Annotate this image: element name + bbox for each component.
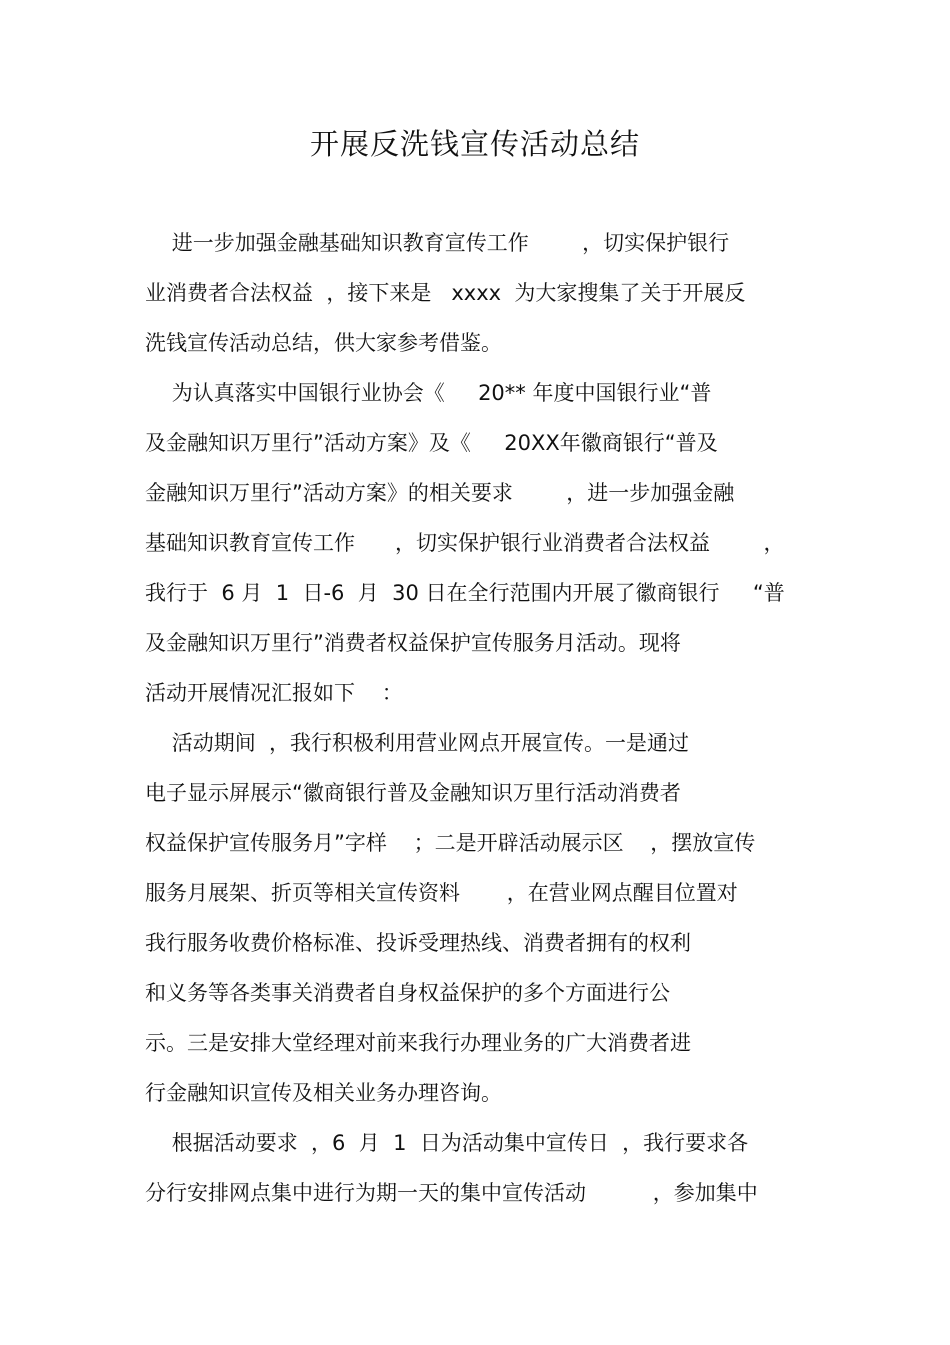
- document-title: 开展反洗钱宣传活动总结: [309, 127, 640, 161]
- text-line: 权益保护宣传服务月”字样 ；二是开辟活动展示区 ，摆放宣传: [145, 831, 756, 855]
- text-line: 活动开展情况汇报如下 ：: [145, 681, 403, 705]
- text-line: 我行服务收费价格标准、投诉受理热线、消费者拥有的权利: [145, 931, 691, 955]
- text-line: 和义务等各类事关消费者自身权益保护的多个方面进行公: [145, 981, 670, 1005]
- text-line: 及金融知识万里行”活动方案》及《 20XX年徽商银行“普及: [145, 431, 718, 455]
- text-line: 进一步加强金融基础知识教育宣传工作 ，切实保护银行: [145, 231, 730, 255]
- text-line: 金融知识万里行”活动方案》的相关要求 ，进一步加强金融: [145, 481, 735, 505]
- document-body: [145, 218, 825, 1218]
- text-line: 洗钱宣传活动总结，供大家参考借鉴。: [145, 331, 502, 355]
- text-line: 示。三是安排大堂经理对前来我行办理业务的广大消费者进: [145, 1031, 691, 1055]
- text-line: 业消费者合法权益 ，接下来是 xxxx 为大家搜集了关于开展反: [145, 281, 746, 305]
- text-line: 分行安排网点集中进行为期一天的集中宣传活动 ，参加集中: [145, 1181, 758, 1205]
- text-line: 行金融知识宣传及相关业务办理咨询。: [145, 1081, 502, 1105]
- text-line: 我行于 6 月 1 日-6 月 30 日在全行范围内开展了徽商银行 “普: [145, 581, 785, 605]
- text-line: 及金融知识万里行”消费者权益保护宣传服务月活动。现将: [145, 631, 681, 655]
- text-line: 活动期间 ，我行积极利用营业网点开展宣传。一是通过: [145, 731, 690, 755]
- text-line: 基础知识教育宣传工作 ，切实保护银行业消费者合法权益 ，: [145, 531, 785, 555]
- text-line: 电子显示屏展示“徽商银行普及金融知识万里行活动消费者: [145, 781, 681, 805]
- text-line: 为认真落实中国银行业协会《 20** 年度中国银行业“普: [145, 381, 712, 405]
- text-line: 根据活动要求 ，6 月 1 日为活动集中宣传日 ，我行要求各: [145, 1131, 749, 1155]
- text-line: 服务月展架、折页等相关宣传资料 ，在营业网点醒目位置对: [145, 881, 738, 905]
